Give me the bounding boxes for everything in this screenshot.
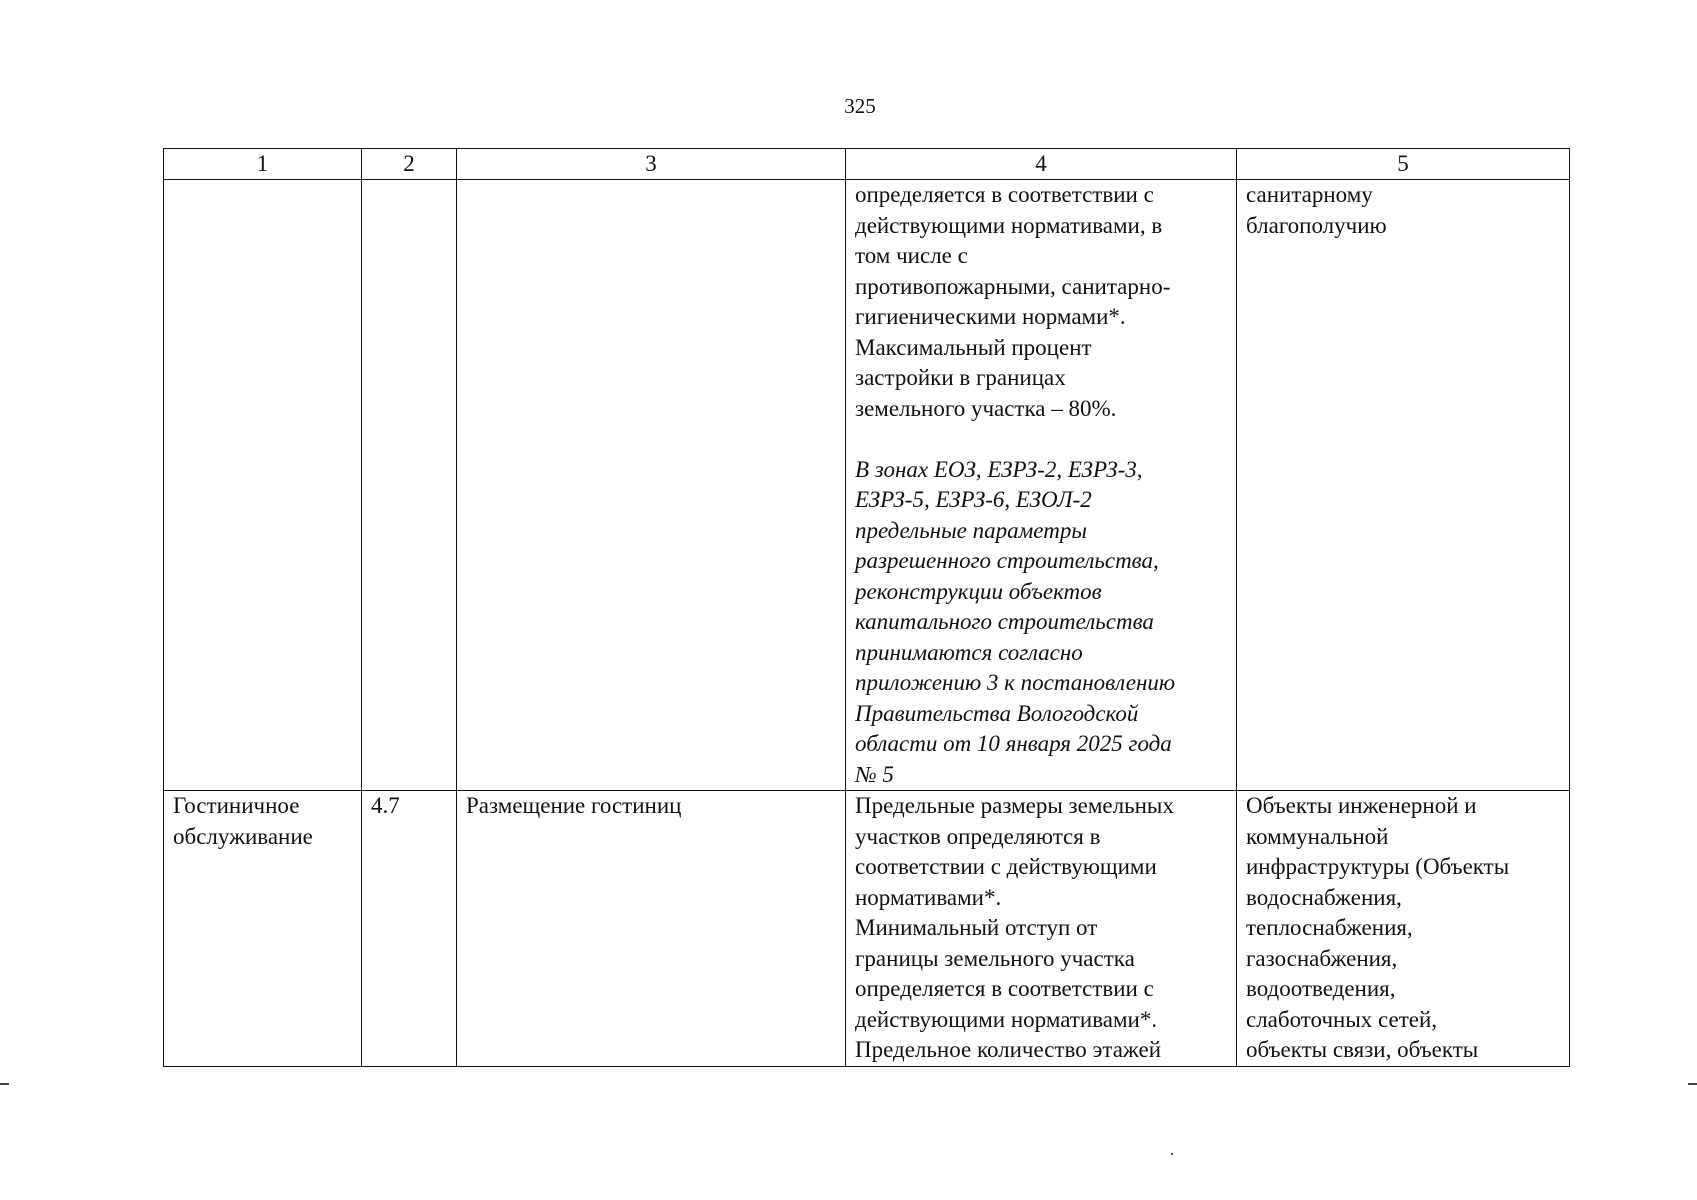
italic-cell-line: области от 10 января 2025 года <box>855 731 1172 756</box>
cell-line: Максимальный процент <box>855 334 1092 360</box>
cell-line: том числе с <box>855 243 968 268</box>
cell-line: водоотведения, <box>1246 976 1396 1001</box>
table-row <box>164 791 1570 1067</box>
italic-cell-line: Правительства Вологодской <box>855 700 1139 726</box>
scan-artifact-right <box>1688 1083 1697 1085</box>
paragraph-gap <box>855 424 1227 455</box>
header-col-4: 4 <box>846 149 1237 180</box>
cell-line: действующими нормативами, в <box>855 212 1163 238</box>
cell-line: Размещение гостиниц <box>466 793 682 818</box>
row1-col4 <box>846 180 1237 791</box>
row1-col3 <box>457 180 846 791</box>
italic-cell-line: разрешенного строительства, <box>855 548 1159 573</box>
italic-cell-line: приложению 3 к постановлению <box>855 670 1176 695</box>
cell-line: соответствии с действующими <box>855 854 1157 879</box>
italic-cell-line: предельные параметры <box>855 517 1087 543</box>
cell-line: обслуживание <box>173 823 313 849</box>
header-col-1: 1 <box>164 149 362 180</box>
italic-cell-line: № 5 <box>855 761 894 787</box>
page-number: 325 <box>844 94 876 118</box>
cell-line: инфраструктуры (Объекты <box>1246 854 1510 879</box>
row2-col3 <box>457 791 846 1067</box>
cell-line: Предельные размеры земельных <box>855 793 1174 818</box>
italic-cell-line: реконструкции объектов <box>855 578 1102 604</box>
header-col-5: 5 <box>1237 149 1570 180</box>
cell-line: Предельное количество этажей <box>855 1037 1162 1062</box>
scan-artifact-dot <box>1171 1153 1173 1155</box>
header-col-2: 2 <box>362 149 457 180</box>
cell-line: определяется в соответствии с <box>855 182 1154 207</box>
row1-col5 <box>1237 180 1570 791</box>
cell-line: слаботочных сетей, <box>1246 1006 1438 1032</box>
header-col-3: 3 <box>457 149 846 180</box>
cell-line: Объекты инженерной и <box>1246 793 1477 818</box>
cell-line: объекты связи, объекты <box>1246 1037 1479 1062</box>
cell-line: нормативами*. <box>855 884 1002 910</box>
cell-line: газоснабжения, <box>1246 945 1398 971</box>
italic-cell-line: ЕЗРЗ-5, ЕЗРЗ-6, ЕЗОЛ-2 <box>855 487 1092 512</box>
scan-artifact-left <box>0 1083 9 1085</box>
row1-col2 <box>362 180 457 791</box>
italic-cell-line: принимаются согласно <box>855 639 1083 665</box>
cell-line: участков определяются в <box>855 823 1101 849</box>
italic-cell-line: В зонах ЕОЗ, ЕЗРЗ-2, ЕЗРЗ-3, <box>855 456 1143 482</box>
cell-line: коммунальной <box>1246 823 1389 849</box>
header-row <box>164 149 1570 180</box>
cell-line: гигиеническими нормами*. <box>855 304 1126 329</box>
cell-line: водоснабжения, <box>1246 884 1402 910</box>
cell-line: застройки в границах <box>855 365 1066 390</box>
cell-line: земельного участка – 80%. <box>855 395 1117 421</box>
cell-line: санитарному <box>1246 182 1373 207</box>
row2-col1 <box>164 791 362 1067</box>
row2-col5 <box>1237 791 1570 1067</box>
cell-line: определяется в соответствии с <box>855 976 1154 1001</box>
zoning-table <box>163 148 1570 1067</box>
cell-line: теплоснабжения, <box>1246 915 1413 940</box>
cell-line: 4.7 <box>371 793 400 818</box>
table-row <box>164 180 1570 791</box>
cell-line: действующими нормативами*. <box>855 1006 1158 1032</box>
italic-cell-line: капитального строительства <box>855 609 1154 634</box>
cell-line: Минимальный отступ от <box>855 915 1098 940</box>
row2-col4 <box>846 791 1237 1067</box>
row2-col2 <box>362 791 457 1067</box>
cell-line: границы земельного участка <box>855 945 1135 971</box>
cell-line: противопожарными, санитарно- <box>855 273 1171 299</box>
row1-col1 <box>164 180 362 791</box>
cell-line: благополучию <box>1246 212 1387 238</box>
cell-line: Гостиничное <box>173 793 300 818</box>
